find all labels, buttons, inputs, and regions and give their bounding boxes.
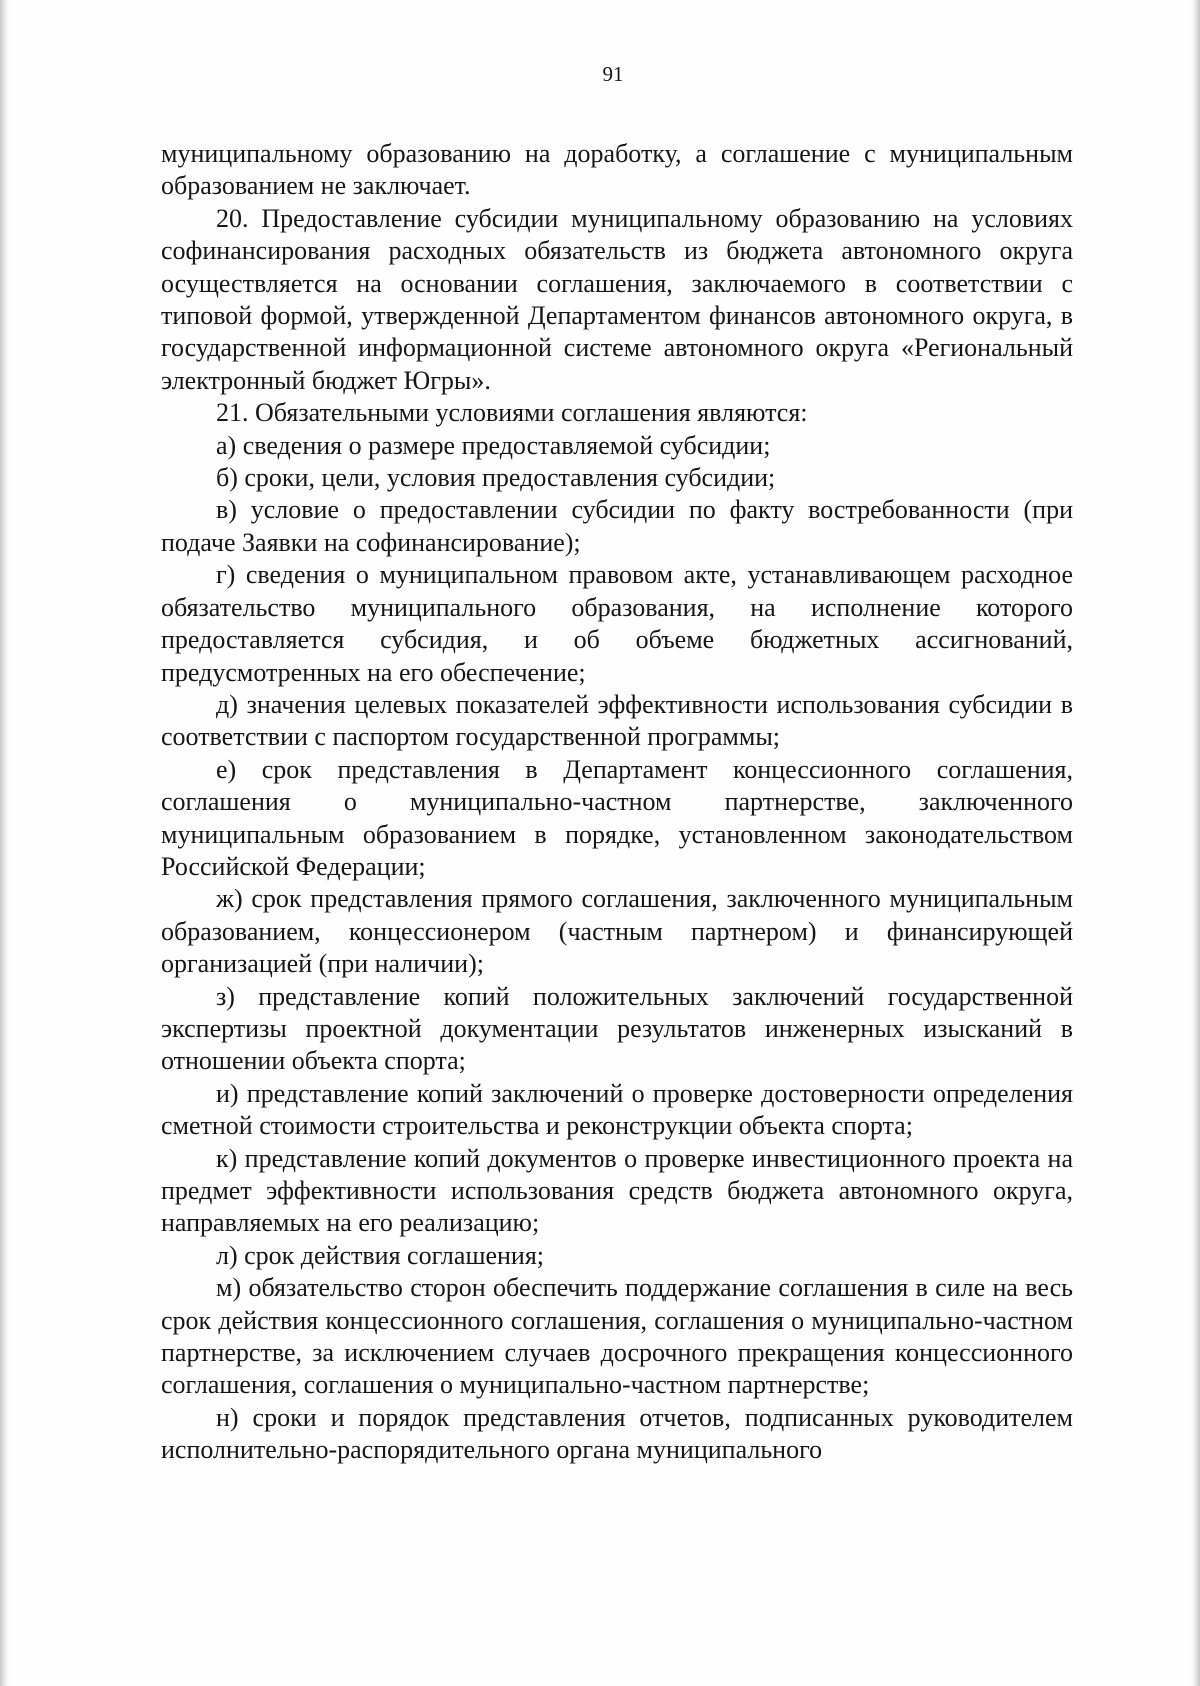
list-item: д) значения целевых показателей эффективности использования субсидии в соответствии с паспортом государственной программы; bbox=[161, 689, 1073, 752]
paragraph: муниципальному образованию на доработку, а соглашение с муниципальным образованием не заключает. bbox=[161, 139, 1073, 201]
list-item: а) сведения о размере предоставляемой субсидии; bbox=[216, 430, 771, 460]
document-body bbox=[161, 138, 1073, 1467]
scan-edge-right bbox=[1191, 0, 1200, 1686]
list-item: и) представление копий заключений о проверке достоверности определения сметной стоимости строительства и реконструкции объекта спорта; bbox=[161, 1078, 1073, 1141]
list-item: м) обязательство сторон обеспечить поддержание соглашения в силе на весь срок действия концессионного соглашения, соглашения о муниципально-частном партнерстве, за исключением случаев досрочного прекращения концессионного соглашения, соглашения о муниципально-частном партнерстве; bbox=[161, 1273, 1073, 1400]
list-item: е) срок представления в Департамент концессионного соглашения, соглашения о муниципально-частном партнерстве, заключенного муниципальным образованием в порядке, установленном законодательством Российской Федерации; bbox=[161, 754, 1073, 881]
list-item: к) представление копий документов о проверке инвестиционного проекта на предмет эффективности использования средств бюджета автономного округа, направляемых на его реализацию; bbox=[161, 1143, 1073, 1238]
list-item: в) условие о предоставлении субсидии по факту востребованности (при подаче Заявки на софинансирование); bbox=[161, 495, 1073, 557]
list-item: л) срок действия соглашения; bbox=[216, 1240, 545, 1270]
list-item: н) сроки и порядок представления отчетов, подписанных руководителем исполнительно-распорядительного органа муниципального bbox=[161, 1402, 1073, 1465]
list-item: б) сроки, цели, условия предоставления субсидии; bbox=[216, 463, 776, 493]
list-item: г) сведения о муниципальном правовом акте, устанавливающем расходное обязательство муниципального образования, на исполнение которого предоставляется субсидия, и об объеме бюджетных ассигнований, предусмотренных на его обеспечение; bbox=[161, 560, 1073, 687]
paragraph: 21. Обязательными условиями соглашения являются: bbox=[216, 398, 808, 428]
list-item: з) представление копий положительных заключений государственной экспертизы проектной документации результатов инженерных изысканий в отношении объекта спорта; bbox=[161, 981, 1073, 1076]
list-item: ж) срок представления прямого соглашения, заключенного муниципальным образованием, концессионером (частным партнером) и финансирующей организацией (при наличии); bbox=[161, 884, 1073, 979]
page-number: 91 bbox=[602, 62, 624, 86]
paragraph: 20. Предоставление субсидии муниципальному образованию на условиях софинансирования расходных обязательств из бюджета автономного округа осуществляется на основании соглашения, заключаемого в соответствии с типовой формой, утвержденной Департаментом финансов автономного округа, в государственной информационной системе автономного округа «Региональный электронный бюджет Югры». bbox=[161, 203, 1073, 395]
scan-edge-left bbox=[0, 0, 9, 1686]
